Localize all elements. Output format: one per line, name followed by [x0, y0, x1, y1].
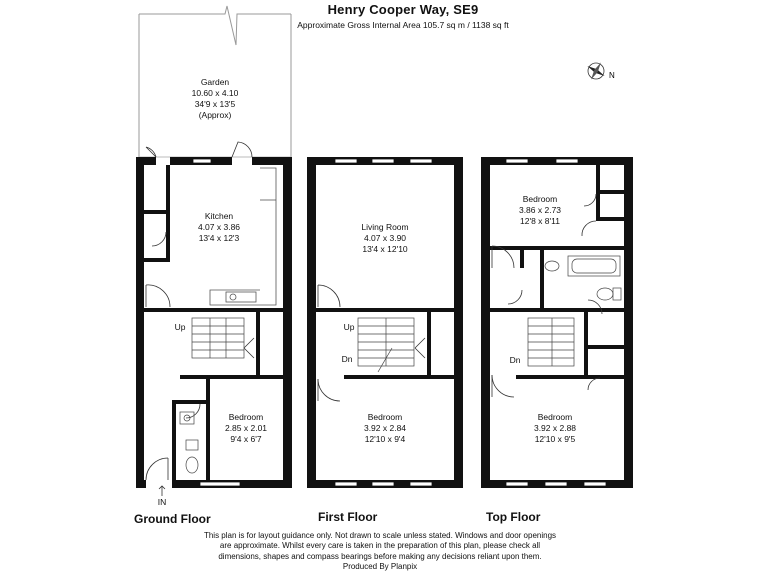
kitchen-name: Kitchen [204, 211, 234, 221]
disclaimer [180, 531, 580, 573]
first-bedroom-metric: 3.92 x 2.84 [363, 423, 407, 433]
disclaimer-credit: Produced By Planpix [342, 562, 418, 572]
top-front-bedroom-metric: 3.92 x 2.88 [533, 423, 577, 433]
garden-note: (Approx) [198, 110, 232, 120]
living-room-metric: 4.07 x 3.90 [363, 233, 407, 243]
garden-label [192, 77, 239, 120]
top-rear-bedroom-metric: 3.86 x 2.73 [518, 205, 562, 215]
plan-title: Henry Cooper Way, SE9 [327, 2, 479, 17]
entrance-arrow-icon [159, 486, 165, 496]
ground-bedroom-metric: 2.85 x 2.01 [224, 423, 268, 433]
ground-stair-up-label: Up [174, 322, 186, 332]
first-stair-up-label: Up [343, 322, 355, 332]
garden-name: Garden [200, 77, 230, 87]
top-floor-label: Top Floor [486, 510, 541, 524]
disclaimer-line: dimensions, shapes and compass bearings before making any decisions reliant upon them. [218, 551, 542, 561]
garden-metric: 10.60 x 4.10 [191, 88, 239, 98]
kitchen-imperial: 13'4 x 12'3 [198, 233, 240, 243]
ground-floor-plan [136, 142, 292, 488]
disclaimer-line: This plan is for layout guidance only. Not drawn to scale unless stated. Windows and door openings [203, 531, 557, 540]
top-rear-bedroom-imperial: 12'8 x 8'11 [520, 216, 560, 226]
disclaimer-line: are approximate. Whilst every care is taken in the preparation of this plan, please check all [219, 541, 541, 551]
first-stair-down-label: Dn [341, 354, 353, 364]
ground-floor-label: Ground Floor [134, 512, 211, 526]
compass-north-label: N [609, 71, 615, 80]
ground-bedroom-imperial: 9'4 x 6'7 [230, 434, 262, 444]
living-room-imperial: 13'4 x 12'10 [362, 244, 408, 254]
first-bedroom-name: Bedroom [367, 412, 403, 422]
top-rear-bedroom-name: Bedroom [522, 194, 558, 204]
kitchen-metric: 4.07 x 3.86 [197, 222, 241, 232]
living-room-name: Living Room [361, 222, 409, 232]
first-floor-label: First Floor [318, 510, 378, 524]
entrance-label: IN [157, 497, 167, 507]
compass-rose-icon [586, 61, 605, 80]
first-bedroom-imperial: 12'10 x 9'4 [364, 434, 406, 444]
top-stair-down-label: Dn [509, 355, 521, 365]
top-front-bedroom-name: Bedroom [537, 412, 573, 422]
top-front-bedroom-imperial: 12'10 x 9'5 [534, 434, 576, 444]
garden-imperial: 34'9 x 13'5 [194, 99, 236, 109]
ground-bedroom-name: Bedroom [228, 412, 264, 422]
plan-subtitle: Approximate Gross Internal Area 105.7 sq m / 1138 sq ft [297, 20, 509, 30]
